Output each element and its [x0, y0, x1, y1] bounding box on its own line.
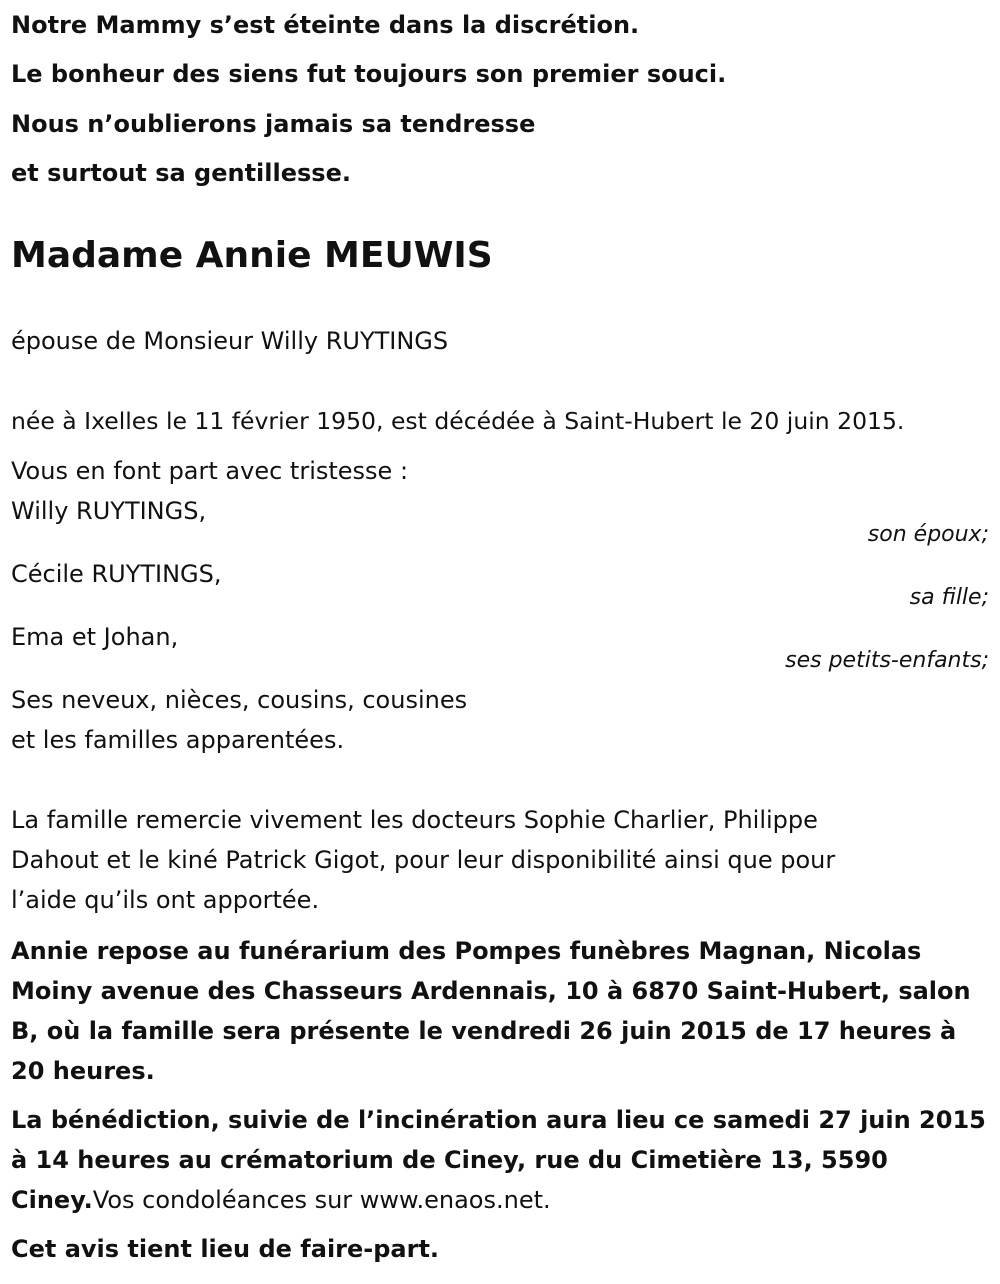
visitation-paragraph: [11, 931, 989, 1091]
family-member-role: ses petits-enfants;: [785, 648, 989, 673]
visitation-line: Moiny avenue des Chasseurs Ardennais, 10 à 6870 Saint-Hubert, salon: [11, 977, 971, 1005]
family-member-name: Ema et Johan,: [11, 623, 179, 651]
family-member-role: son époux;: [867, 522, 989, 547]
ceremony-paragraph: [11, 1100, 989, 1220]
family-member-name: Cécile RUYTINGS,: [11, 560, 222, 588]
visitation-line: Annie repose au funérarium des Pompes funèbres Magnan, Nicolas: [11, 937, 922, 965]
obituary-notice: [11, 0, 989, 1284]
deceased-name: Madame Annie MEUWIS: [11, 235, 493, 276]
visitation-line: B, où la famille sera présente le vendredi 26 juin 2015 de 17 heures à: [11, 1017, 957, 1045]
intro-line-2: Le bonheur des siens fut toujours son premier souci.: [11, 60, 727, 88]
announcement-lead: Vous en font part avec tristesse :: [11, 457, 409, 485]
thanks-line: l’aide qu’ils ont apportée.: [11, 886, 320, 914]
extended-family-line-1: Ses neveux, nièces, cousins, cousines: [11, 686, 468, 714]
life-dates-line: née à Ixelles le 11 février 1950, est décédée à Saint-Hubert le 20 juin 2015.: [11, 407, 905, 435]
family-member-role: sa fille;: [909, 585, 989, 610]
thanks-line: Dahout et le kiné Patrick Gigot, pour leur disponibilité ainsi que pour: [11, 846, 836, 874]
closing-line: Cet avis tient lieu de faire-part.: [11, 1235, 440, 1263]
ceremony-line: [11, 1180, 989, 1220]
intro-line-4: et surtout sa gentillesse.: [11, 159, 351, 187]
ceremony-line: à 14 heures au crématorium de Ciney, rue du Cimetière 13, 5590: [11, 1146, 888, 1174]
thanks-paragraph: [11, 800, 989, 920]
ceremony-line: La bénédiction, suivie de l’incinération aura lieu ce samedi 27 juin 2015: [11, 1106, 986, 1134]
intro-line-1: Notre Mammy s’est éteinte dans la discrétion.: [11, 11, 640, 39]
extended-family-line-2: et les familles apparentées.: [11, 726, 345, 754]
condolences-text: Vos condoléances sur www.enaos.net.: [92, 1186, 551, 1214]
intro-line-3: Nous n’oublierons jamais sa tendresse: [11, 110, 536, 138]
spouse-line: épouse de Monsieur Willy RUYTINGS: [11, 327, 449, 355]
visitation-line: 20 heures.: [11, 1057, 155, 1085]
ceremony-city: Ciney.: [11, 1186, 93, 1214]
thanks-line: La famille remercie vivement les docteurs Sophie Charlier, Philippe: [11, 806, 818, 834]
family-member-name: Willy RUYTINGS,: [11, 497, 207, 525]
